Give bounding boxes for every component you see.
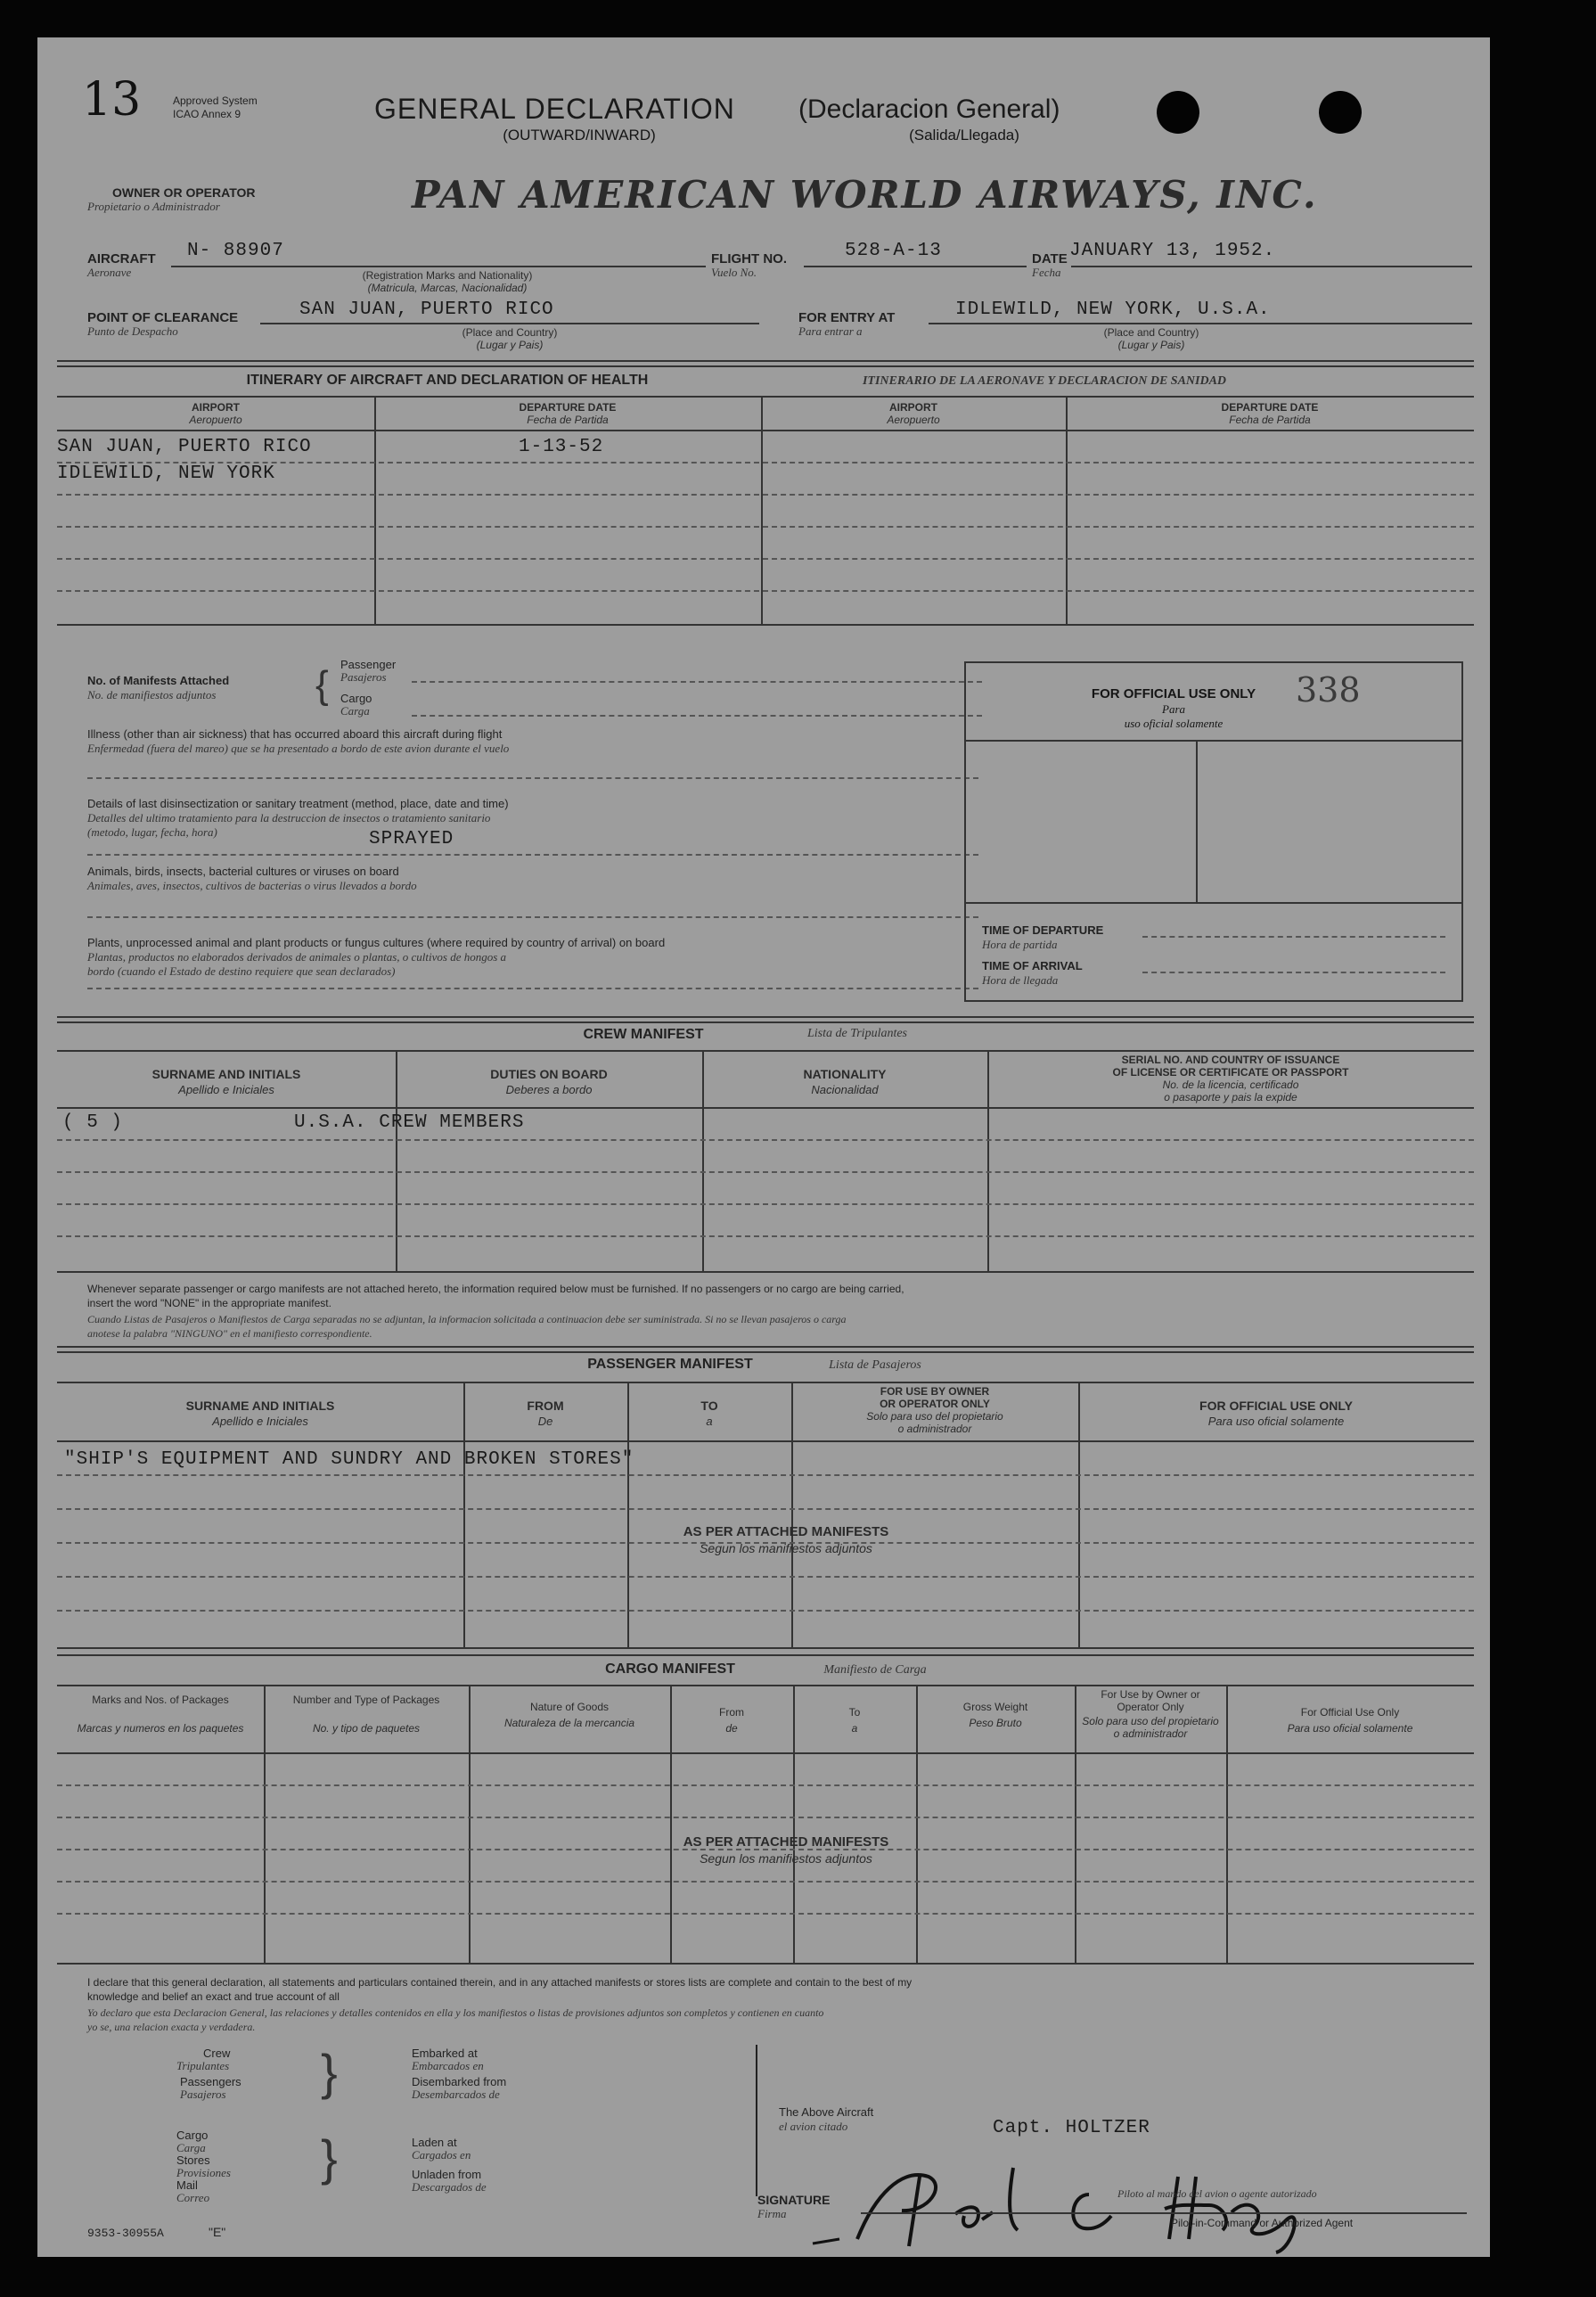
itin-col-airport-2: AIRPORT	[889, 401, 937, 414]
owner-label-es: Propietario o Administrador	[87, 200, 220, 213]
clearance-value: SAN JUAN, PUERTO RICO	[299, 299, 554, 320]
pax-attached-es: Segun los manifiestos adjuntos	[700, 1541, 872, 1555]
time-arrival: TIME OF ARRIVAL	[982, 959, 1083, 972]
pax-entry-text: "SHIP'S EQUIPMENT AND SUNDRY AND BROKEN STORES"	[64, 1449, 634, 1470]
punch-hole	[1157, 91, 1199, 134]
passenger-label-es: Pasajeros	[340, 670, 387, 684]
crew-col-nationality: NATIONALITY	[803, 1067, 887, 1081]
notice-line-es-2: anotese la palabra "NINGUNO" en el manifiesto correspondiente.	[87, 1327, 372, 1340]
corner-number: 13	[82, 73, 142, 127]
pax-col-official-es: Para uso oficial solamente	[1207, 1415, 1345, 1428]
entry-value: IDLEWILD, NEW YORK, U.S.A.	[955, 299, 1271, 320]
brace: }	[321, 2044, 338, 2100]
cargo-col-nature: Nature of Goods	[529, 1701, 610, 1713]
crew-col-serial-es-2: o pasaporte y pais la expide	[1164, 1091, 1297, 1103]
pax-col-owner-es-1: Solo para uso del propietario	[866, 1410, 1003, 1423]
decl-crew-es: Tripulantes	[176, 2059, 230, 2072]
animals-text-es: Animales, aves, insectos, cultivos de bacterias o virus llevados a bordo	[87, 879, 417, 892]
pax-col-owner-es-2: o administrador	[897, 1423, 972, 1435]
passenger-title: PASSENGER MANIFEST	[587, 1357, 753, 1372]
decl-unladen-es: Descargados de	[412, 2180, 487, 2194]
decl-above-aircraft: The Above Aircraft	[779, 2105, 874, 2119]
crew-title: CREW MANIFEST	[583, 1027, 704, 1042]
clearance-note: (Place and Country)	[462, 326, 558, 339]
date-label-es: Fecha	[1032, 266, 1061, 279]
handwritten-signature	[804, 2141, 1428, 2257]
form-number-mark: "E"	[209, 2225, 226, 2239]
cargo-col-to: To	[848, 1706, 861, 1719]
cargo-title: CARGO MANIFEST	[605, 1661, 735, 1677]
itin-col-airport-es: Aeropuerto	[189, 414, 242, 426]
flight-no-label-es: Vuelo No.	[711, 266, 757, 279]
plants-text-es-1: Plantas, productos no elaborados derivados de animales o plantas, o cultivos de hongos a	[87, 950, 507, 964]
itin-col-departure-es-2: Fecha de Partida	[1229, 414, 1311, 426]
flight-no-label: FLIGHT NO.	[711, 251, 787, 267]
declaration-form	[37, 37, 1490, 2257]
form-title-es: (Declaracion General)	[798, 94, 1060, 124]
itin-col-departure: DEPARTURE DATE	[519, 401, 617, 414]
manifests-label-es: No. de manifiestos adjuntos	[87, 688, 217, 701]
declaration-text-1: I declare that this general declaration, all statements and particulars contained therein, and in any attached manifests or stores lists are complete and contain to the best of my	[87, 1976, 913, 1989]
itin-row-1-airport: SAN JUAN, PUERTO RICO	[57, 437, 312, 457]
decl-unladen: Unladen from	[412, 2168, 482, 2181]
form-title: GENERAL DECLARATION	[374, 93, 735, 125]
aircraft-note-es: (Matricula, Marcas, Nacionalidad)	[367, 282, 528, 294]
notice-line-2: insert the word "NONE" in the appropriate manifest.	[87, 1297, 331, 1309]
aircraft-note: (Registration Marks and Nationality)	[362, 269, 533, 282]
time-departure: TIME OF DEPARTURE	[982, 923, 1104, 937]
disinsect-text: Details of last disinsectization or sanitary treatment (method, place, date and time)	[87, 797, 509, 810]
disinsect-value: SPRAYED	[369, 829, 454, 849]
form-number: 9353-30955A	[87, 2227, 164, 2240]
cargo-col-number-es: No. y tipo de paquetes	[312, 1722, 421, 1735]
crew-col-duties-es: Deberes a bordo	[505, 1083, 593, 1096]
pax-col-owner-2: OR OPERATOR ONLY	[880, 1398, 990, 1410]
cargo-col-official-es: Para uso oficial solamente	[1287, 1722, 1413, 1735]
crew-col-serial-2: OF LICENSE OR CERTIFICATE OR PASSPORT	[1112, 1066, 1349, 1079]
itin-col-airport-es-2: Aeropuerto	[887, 414, 940, 426]
disinsect-text-es-1: Detalles del ultimo tratamiento para la destruccion de insectos o tratamiento sanitario	[87, 811, 491, 824]
itin-row-2-airport: IDLEWILD, NEW YORK	[57, 464, 275, 484]
entry-note: (Place and Country)	[1103, 326, 1199, 339]
pax-col-to-es: a	[706, 1415, 713, 1428]
itinerary-title-es: ITINERARIO DE LA AERONAVE Y DECLARACION DE SANIDAD	[862, 374, 1227, 388]
animals-text: Animals, birds, insects, bacterial cultures or viruses on board	[87, 865, 399, 878]
decl-stores-es: Provisiones	[176, 2166, 231, 2179]
signature-label: SIGNATURE	[757, 2193, 831, 2207]
passenger-label: Passenger	[340, 658, 397, 671]
cargo-label-es: Carga	[340, 704, 370, 718]
approved-ref: ICAO Annex 9	[173, 108, 241, 120]
crew-col-name-es: Apellido e Iniciales	[178, 1083, 274, 1096]
plants-text: Plants, unprocessed animal and plant products or fungus cultures (where required by country of arrival) on board	[87, 936, 666, 949]
decl-mail: Mail	[176, 2178, 198, 2192]
cargo-attached-es: Segun los manifiestos adjuntos	[700, 1851, 872, 1866]
official-box-title-es-2: uso oficial solamente	[1124, 717, 1224, 730]
clearance-label: POINT OF CLEARANCE	[87, 310, 239, 325]
crew-col-name: SURNAME AND INITIALS	[151, 1067, 301, 1081]
decl-above-aircraft-es: el avion citado	[779, 2120, 848, 2133]
approved-system: Approved System	[173, 94, 258, 107]
crew-col-serial-es-1: No. de la licencia, certificado	[1162, 1079, 1299, 1091]
cargo-col-to-es: a	[851, 1722, 858, 1735]
aircraft-value: N- 88907	[187, 241, 284, 261]
punch-hole	[1319, 91, 1362, 134]
form-title-sub: (OUTWARD/INWARD)	[503, 127, 656, 144]
official-stamp-number: 338	[1296, 670, 1361, 710]
pax-col-from: FROM	[527, 1399, 564, 1413]
pilot-label-es: Piloto al mando del avion o agente autorizado	[1117, 2187, 1317, 2200]
passenger-title-es: Lista de Pasajeros	[829, 1358, 921, 1372]
notice-line-es-1: Cuando Listas de Pasajeros o Manifiestos de Carga separadas no se adjuntan, la informacion solicitada a continuacion debe ser suministrada. Si no se llevan pasajeros o carga	[87, 1313, 847, 1325]
owner-label: OWNER OR OPERATOR	[112, 185, 256, 200]
entry-label-es: Para entrar a	[798, 324, 863, 338]
cargo-col-weight: Gross Weight	[962, 1701, 1028, 1713]
plants-text-es-2: bordo (cuando el Estado de destino requiere que sean declarados)	[87, 964, 396, 978]
cargo-attached: AS PER ATTACHED MANIFESTS	[683, 1834, 889, 1850]
crew-entry-text: U.S.A. CREW MEMBERS	[294, 1112, 525, 1133]
pax-col-to: TO	[700, 1399, 718, 1413]
form-title-es-sub: (Salida/Llegada)	[909, 127, 1019, 144]
cargo-col-marks-es: Marcas y numeros en los paquetes	[77, 1722, 244, 1735]
pilot-label: Pilot-in-Command or Authorized Agent	[1171, 2217, 1354, 2229]
illness-text-es: Enfermedad (fuera del mareo) que se ha presentado a bordo de este avion durante el vuelo	[87, 742, 510, 755]
pax-attached: AS PER ATTACHED MANIFESTS	[683, 1524, 889, 1539]
declaration-text-2: knowledge and belief an exact and true account of all	[87, 1990, 340, 2003]
entry-label: FOR ENTRY AT	[798, 310, 896, 325]
itin-col-airport: AIRPORT	[192, 401, 240, 414]
aircraft-label-es: Aeronave	[87, 266, 132, 279]
crew-title-es: Lista de Tripulantes	[806, 1027, 908, 1040]
declaration-text-es-1: Yo declaro que esta Declaracion General, las relaciones y detalles contenidos en ella y los manifiestos o listas de provisiones adjuntos son completos y contienen en cuanto	[87, 2006, 824, 2019]
cargo-col-from: From	[719, 1706, 744, 1719]
crew-col-serial-1: SERIAL NO. AND COUNTRY OF ISSUANCE	[1121, 1054, 1340, 1066]
cargo-col-official: For Official Use Only	[1300, 1706, 1400, 1719]
crew-col-duties: DUTIES ON BOARD	[490, 1067, 608, 1081]
decl-passengers-es: Pasajeros	[180, 2088, 226, 2101]
signature-label-es: Firma	[757, 2207, 787, 2220]
pax-col-name: SURNAME AND INITIALS	[185, 1399, 335, 1413]
operator-name: PAN AMERICAN WORLD AIRWAYS, INC.	[412, 173, 1318, 217]
crew-col-nationality-es: Nacionalidad	[811, 1083, 879, 1096]
disinsect-text-es-2: (metodo, lugar, fecha, hora)	[87, 825, 217, 839]
itin-col-departure-2: DEPARTURE DATE	[1221, 401, 1319, 414]
official-box-title: FOR OFFICIAL USE ONLY	[1091, 686, 1256, 701]
pax-col-official: FOR OFFICIAL USE ONLY	[1199, 1399, 1353, 1413]
decl-disembarked: Disembarked from	[412, 2075, 507, 2088]
official-box-title-es-1: Para	[1162, 702, 1185, 716]
pax-col-name-es: Apellido e Iniciales	[212, 1415, 308, 1428]
decl-laden: Laden at	[412, 2136, 457, 2149]
decl-laden-es: Cargados en	[412, 2148, 471, 2162]
cargo-col-owner-es: Solo para uso del propietario o administrador	[1082, 1715, 1219, 1740]
decl-passengers: Passengers	[180, 2075, 241, 2088]
time-departure-es: Hora de partida	[982, 938, 1058, 951]
time-arrival-es: Hora de llegada	[982, 973, 1059, 987]
itin-row-1-date: 1-13-52	[519, 437, 604, 457]
declaration-text-es-2: yo se, una relacion exacta y verdadera.	[87, 2021, 256, 2033]
cargo-col-number: Number and Type of Packages	[292, 1694, 440, 1706]
cargo-label: Cargo	[340, 692, 372, 705]
manifests-label: No. of Manifests Attached	[87, 674, 230, 687]
pax-col-from-es: De	[537, 1415, 553, 1428]
decl-embarked-es: Embarcados en	[412, 2059, 484, 2072]
brace: }	[321, 2129, 338, 2186]
brace: {	[315, 663, 329, 707]
entry-note-es: (Lugar y Pais)	[1117, 339, 1185, 351]
illness-text: Illness (other than air sickness) that has occurred aboard this aircraft during flight	[87, 727, 503, 741]
decl-stores: Stores	[176, 2153, 210, 2167]
crew-entry-count: ( 5 )	[62, 1112, 124, 1133]
decl-mail-es: Correo	[176, 2191, 210, 2204]
cargo-title-es: Manifiesto de Carga	[823, 1663, 927, 1677]
date-label: DATE	[1032, 251, 1068, 267]
flight-no-value: 528-A-13	[845, 241, 942, 261]
decl-crew: Crew	[203, 2047, 231, 2060]
aircraft-label: AIRCRAFT	[87, 251, 156, 267]
captain-name: Capt. HOLTZER	[993, 2118, 1150, 2138]
decl-disembarked-es: Desembarcados de	[412, 2088, 500, 2101]
itin-col-departure-es: Fecha de Partida	[527, 414, 609, 426]
cargo-col-nature-es: Naturaleza de la mercancia	[503, 1717, 635, 1729]
cargo-col-from-es: de	[725, 1722, 738, 1735]
cargo-col-owner: For Use by Owner or Operator Only	[1101, 1688, 1200, 1713]
cargo-col-weight-es: Peso Bruto	[969, 1717, 1022, 1729]
date-value: JANUARY 13, 1952.	[1069, 241, 1276, 261]
clearance-note-es: (Lugar y Pais)	[476, 339, 544, 351]
cargo-col-marks: Marks and Nos. of Packages	[92, 1694, 229, 1706]
decl-cargo-es: Carga	[176, 2141, 206, 2154]
itinerary-title: ITINERARY OF AIRCRAFT AND DECLARATION OF HEALTH	[246, 373, 649, 388]
notice-line-1: Whenever separate passenger or cargo manifests are not attached hereto, the information required below must be furnished. If no passengers or no cargo are being carried,	[87, 1283, 904, 1295]
decl-cargo: Cargo	[176, 2129, 209, 2142]
decl-embarked: Embarked at	[412, 2047, 478, 2060]
clearance-label-es: Punto de Despacho	[87, 324, 178, 338]
pax-col-owner-1: FOR USE BY OWNER	[880, 1385, 990, 1398]
